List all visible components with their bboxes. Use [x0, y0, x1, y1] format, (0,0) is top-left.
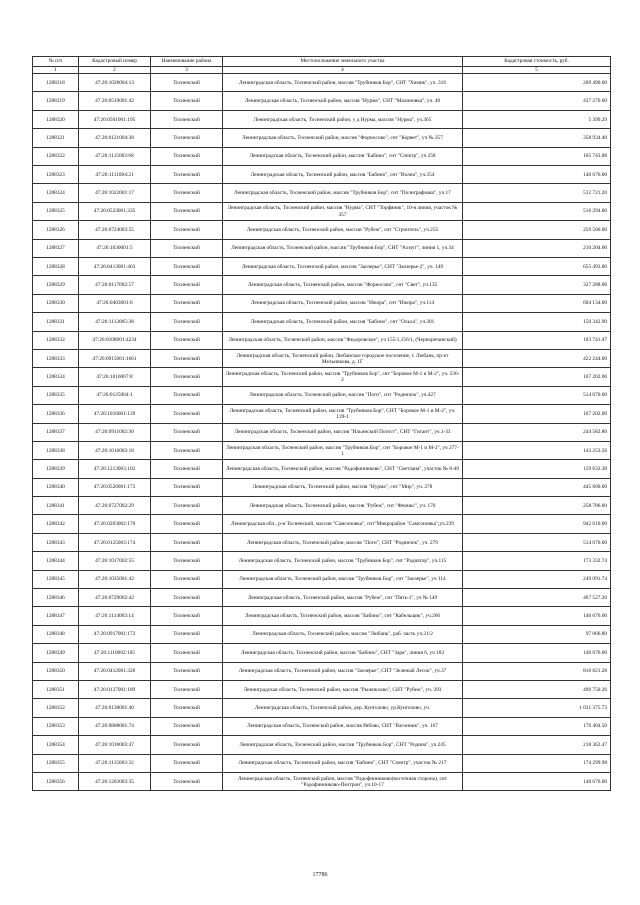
cadastral-number-cell: 47:26:1115003:32 [79, 754, 151, 772]
location-cell: Ленинградская область, Тосненский район, массив "Трубников Бор", снт "Заозерье", уч 114 [223, 570, 463, 588]
district-cell: Тосненский [151, 497, 223, 515]
table-body [33, 74, 611, 791]
district-cell: Тосненский [151, 386, 223, 404]
location-cell: Ленинградская область, Тосненский район, массив "Нурма", СНТ "Торфяник", 10-я линия, участок № 357 [223, 202, 463, 220]
cadastral-number-cell: 47:26:0519001:42 [79, 92, 151, 110]
cadastral-number-cell: 47:26:0727002:29 [79, 497, 151, 515]
cadastral-cost-cell: 816 821.28 [463, 662, 611, 680]
district-cell: Тосненский [151, 349, 223, 367]
location-cell: Ленинградская область, Тосненский район, дер. Кунголово, ур.Кунголово, уч. [223, 699, 463, 717]
cadastral-number-cell: 47:26:1030001:5 [79, 239, 151, 257]
row-number-cell: 1288334 [33, 368, 79, 386]
table-row [33, 221, 611, 239]
location-cell: Ленинградская область, Тосненский район, массив "Любань", раб. часть уч.31/2 [223, 625, 463, 643]
cadastral-cost-cell: 209 490.00 [463, 74, 611, 92]
table-row [33, 258, 611, 276]
district-cell: Тосненский [151, 184, 223, 202]
district-cell: Тосненский [151, 202, 223, 220]
table-row [33, 589, 611, 607]
district-cell: Тосненский [151, 92, 223, 110]
district-cell: Тосненский [151, 478, 223, 496]
row-number-cell: 1288355 [33, 754, 79, 772]
table-row [33, 129, 611, 147]
row-number-cell: 1288342 [33, 515, 79, 533]
district-cell: Тосненский [151, 607, 223, 625]
location-cell: Ленинградская область, Тосненский район, массив "Заозерье", СНТ "Заозерье-2", уч. 149 [223, 258, 463, 276]
district-cell: Тосненский [151, 460, 223, 478]
cadastral-cost-cell: 516 294.80 [463, 202, 611, 220]
table-row [33, 699, 611, 717]
district-cell: Тосненский [151, 276, 223, 294]
cadastral-cost-cell: 655 493.80 [463, 258, 611, 276]
location-cell: Ленинградская область, Тосненский район, массив "Бабино", СНТ "Спектр", участок № 217 [223, 754, 463, 772]
district-cell: Тосненский [151, 405, 223, 423]
row-number-cell: 1288319 [33, 92, 79, 110]
table-row [33, 662, 611, 680]
table-row [33, 166, 611, 184]
location-cell: Ленинградская область, Тосненский район, массив "Трубников Бор", снт "Радиатор", уч.115 [223, 552, 463, 570]
district-cell: Тосненский [151, 570, 223, 588]
table-row [33, 772, 611, 790]
cadastral-cost-cell: 150 342.90 [463, 313, 611, 331]
cadastral-cost-cell: 146 676.00 [463, 607, 611, 625]
header-cadastral-cost: Кадастровая стоимость, руб. [463, 57, 611, 67]
header-location: Местоположение земельного участка [223, 57, 463, 67]
location-cell: Ленинградская область, Тосненский район, массив "Трубников Бор", снт "Боровое М-1 и М-2", уч. 236-2 [223, 368, 463, 386]
cadastral-number-cell: 47:26:0523001:335 [79, 202, 151, 220]
cadastral-number-cell: 47:26:1114003:14 [79, 607, 151, 625]
table-row [33, 625, 611, 643]
cadastral-number-cell: 47:26:0724003:55 [79, 221, 151, 239]
row-number-cell: 1288318 [33, 74, 79, 92]
row-number-cell: 1288346 [33, 589, 79, 607]
cadastral-number-cell: 47:26:1016007:8 [79, 368, 151, 386]
cadastral-number-cell: 47:26:0203002:170 [79, 515, 151, 533]
row-number-cell: 1288327 [33, 239, 79, 257]
cadastral-cost-cell: 259 500.00 [463, 221, 611, 239]
district-cell: Тосненский [151, 331, 223, 349]
cadastral-cost-cell: 514 070.00 [463, 386, 611, 404]
location-cell: Ленинградская область, Тосненский район, массив "Поги", снт "Родничок", уч.427 [223, 386, 463, 404]
location-cell: Ленинградская область, Тосненский район, массив "Радофинниково", СНТ "Светлана", участок № 8-49 [223, 460, 463, 478]
row-number-cell: 1288320 [33, 110, 79, 128]
row-number-cell: 1288348 [33, 625, 79, 643]
location-cell: Ленинградская область, Тосненский район, массив "Бабино", снт "Спектр", уч 258 [223, 147, 463, 165]
table-row [33, 276, 611, 294]
table-row [33, 423, 611, 441]
table-row [33, 92, 611, 110]
table-header-row [33, 57, 611, 67]
cadastral-number-cell: 47:26:0413001:463 [79, 258, 151, 276]
district-cell: Тосненский [151, 239, 223, 257]
cadastral-cost-cell: 173 332.74 [463, 552, 611, 570]
location-cell: Ленинградская область, Тосненский район, массив "Трубников Бор", СНТ "Ахмут", линия 1, уч.34 [223, 239, 463, 257]
location-cell: Ленинградская область, Тосненский район, массив "Рубеж", снт "Феникс", уч. 170 [223, 497, 463, 515]
location-cell: Ленинградская область, Тосненский район, Любанское городское поселение, г. Любань, пр-кт Мельникова, д. 1Г [223, 349, 463, 367]
header-number: № п/п [33, 57, 79, 67]
cadastral-number-cell: 47:26:0917001:173 [79, 625, 151, 643]
table-row [33, 74, 611, 92]
cadastral-number-cell: 47:26:0138001:40 [79, 699, 151, 717]
row-number-cell: 1288345 [33, 570, 79, 588]
cadastral-cost-cell: 249 091.74 [463, 570, 611, 588]
location-cell: Ленинградская область, Тосненский район, массив "Бабино", снт "Волна", уч.354 [223, 166, 463, 184]
cadastral-cost-cell: 5 399.29 [463, 110, 611, 128]
district-cell: Тосненский [151, 110, 223, 128]
column-number: 1 [33, 67, 79, 74]
cadastral-number-cell: 47:26:0911002:30 [79, 423, 151, 441]
table-row [33, 294, 611, 312]
district-cell: Тосненский [151, 644, 223, 662]
cadastral-cost-cell: 244 582.80 [463, 423, 611, 441]
location-cell: Ленинградская область, Тосненский район, массив "Форносово", снт "Свет", уч.135 [223, 276, 463, 294]
cadastral-number-cell: 47:26:1022001:17 [79, 184, 151, 202]
location-cell: Ленинградская область, Тосненский район, массив "Федоровское", уч 155/1,156/1, (Черноречинский) [223, 331, 463, 349]
cadastral-number-cell: 47:26:1111004:21 [79, 166, 151, 184]
row-number-cell: 1288329 [33, 276, 79, 294]
location-cell: Ленинградская область, Тосненский район, массив "Ильинский Погост", СНТ "Гигант", уч.1-33 [223, 423, 463, 441]
row-number-cell: 1288332 [33, 331, 79, 349]
cadastral-cost-cell: 174 299.98 [463, 754, 611, 772]
row-number-cell: 1288344 [33, 552, 79, 570]
cadastral-number-cell: 47:26:1113005:38 [79, 313, 151, 331]
table-row [33, 239, 611, 257]
cadastral-number-cell: 47:26:0121004:38 [79, 129, 151, 147]
district-cell: Тосненский [151, 717, 223, 735]
row-number-cell: 1288330 [33, 294, 79, 312]
cadastral-cost-cell: 422 244.00 [463, 349, 611, 367]
cadastral-number-cell: 47:26:1018003:47 [79, 736, 151, 754]
table-row [33, 497, 611, 515]
cadastral-number-cell: 47:26:1203003:35 [79, 772, 151, 790]
cadastral-number-cell: 47:26:0412001:326 [79, 662, 151, 680]
row-number-cell: 1288324 [33, 184, 79, 202]
table-row [33, 533, 611, 551]
row-number-cell: 1288350 [33, 662, 79, 680]
location-cell: Ленинградская обл., р-н Тосненский, массив "Самсоновка", снт"Микрорайон "Самсоновка",уч.239 [223, 515, 463, 533]
location-cell: Ленинградская область, Тосненский район, массив "Рубеж", снт "Строитель", уч.255 [223, 221, 463, 239]
table-row [33, 570, 611, 588]
table-row [33, 552, 611, 570]
table-row [33, 441, 611, 459]
row-number-cell: 1288331 [33, 313, 79, 331]
cadastral-number-cell: 47:26:0125004:1 [79, 386, 151, 404]
row-number-cell: 1288353 [33, 717, 79, 735]
row-number-cell: 1288323 [33, 166, 79, 184]
cadastral-number-cell: 47:26:0808001:74 [79, 717, 151, 735]
row-number-cell: 1288326 [33, 221, 79, 239]
district-cell: Тосненский [151, 736, 223, 754]
cadastral-cost-cell: 97 066.80 [463, 625, 611, 643]
district-cell: Тосненский [151, 662, 223, 680]
location-cell: Ленинградская область, Тосненский район, массив "Трубников Бор", СНТ "Химик", уч. 316 [223, 74, 463, 92]
cadastral-value-table [32, 56, 611, 791]
table-row [33, 184, 611, 202]
table-row [33, 717, 611, 735]
cadastral-cost-cell: 176 404.50 [463, 717, 611, 735]
row-number-cell: 1288325 [33, 202, 79, 220]
row-number-cell: 1288340 [33, 478, 79, 496]
table-row [33, 349, 611, 367]
cadastral-cost-cell: 210 204.00 [463, 239, 611, 257]
table-row [33, 478, 611, 496]
column-number: 4 [223, 67, 463, 74]
cadastral-cost-cell: 167 202.00 [463, 405, 611, 423]
location-cell: Ленинградская область, Тосненский район, массив "Трубников Бор", снт "Полиграфмаш", уч.17 [223, 184, 463, 202]
location-cell: Ленинградская область, Тосненский район, массив "Бабино", снт "Ольха", уч.301 [223, 313, 463, 331]
district-cell: Тосненский [151, 74, 223, 92]
cadastral-cost-cell: 146 676.00 [463, 772, 611, 790]
district-cell: Тосненский [151, 423, 223, 441]
table-row [33, 202, 611, 220]
cadastral-number-cell: 47:26:1115003:68 [79, 147, 151, 165]
cadastral-cost-cell: 514 070.00 [463, 533, 611, 551]
column-number: 2 [79, 67, 151, 74]
cadastral-cost-cell: 146 676.00 [463, 644, 611, 662]
row-number-cell: 1288349 [33, 644, 79, 662]
district-cell: Тосненский [151, 221, 223, 239]
table-row [33, 460, 611, 478]
cadastral-cost-cell: 159 632.38 [463, 460, 611, 478]
row-number-cell: 1288354 [33, 736, 79, 754]
table-row [33, 313, 611, 331]
cadastral-number-cell: 47:26:0125003:174 [79, 533, 151, 551]
cadastral-number-cell: 47:26:1028004:13 [79, 74, 151, 92]
cadastral-number-cell: 47:26:0520001:173 [79, 478, 151, 496]
district-cell: Тосненский [151, 699, 223, 717]
district-cell: Тосненский [151, 129, 223, 147]
location-cell: Ленинградская область, Тосненский район, массив "Трубников Бор", СНТ "Боровое М-1 и М-2", уч. 139-1 [223, 405, 463, 423]
cadastral-cost-cell: 165 743.88 [463, 147, 611, 165]
table-row [33, 386, 611, 404]
location-cell: Ленинградская область, Тосненский район, массив Рябово, СНТ "Вагонник", уч. 167 [223, 717, 463, 735]
cadastral-cost-cell: 445 600.00 [463, 478, 611, 496]
column-number: 3 [151, 67, 223, 74]
row-number-cell: 1288347 [33, 607, 79, 625]
district-cell: Тосненский [151, 589, 223, 607]
district-cell: Тосненский [151, 772, 223, 790]
row-number-cell: 1288343 [33, 533, 79, 551]
district-cell: Тосненский [151, 147, 223, 165]
cadastral-cost-cell: 327 288.06 [463, 276, 611, 294]
table-row [33, 607, 611, 625]
location-cell: Ленинградская область, Тосненский район, массив "Радофинниково(восточная сторона), снт "Радофинниково-Пелтрон", уч.10-17 [223, 772, 463, 790]
location-cell: Ленинградская область, Тосненский район, массив "Бабино", СНТ "Заря", линия 6, уч 183 [223, 644, 463, 662]
row-number-cell: 1288338 [33, 441, 79, 459]
cadastral-cost-cell: 103 741.47 [463, 331, 611, 349]
district-cell: Тосненский [151, 533, 223, 551]
column-number: 5 [463, 67, 611, 74]
location-cell: Ленинградская область, Тосненский район, массив "Ижора", снт "Ижора", уч.114 [223, 294, 463, 312]
table-row [33, 644, 611, 662]
district-cell: Тосненский [151, 258, 223, 276]
cadastral-cost-cell: 143 253.56 [463, 441, 611, 459]
cadastral-number-cell: 47:26:0117002:57 [79, 276, 151, 294]
location-cell: Ленинградская область, Тосненский район, массив "Заозерье", СНТ "Зеленый Лесок", уч.37 [223, 662, 463, 680]
header-district: Наименование района [151, 57, 223, 67]
district-cell: Тосненский [151, 552, 223, 570]
cadastral-number-cell: 47:26:1213003:102 [79, 460, 151, 478]
district-cell: Тосненский [151, 625, 223, 643]
row-number-cell: 1288333 [33, 349, 79, 367]
row-number-cell: 1288337 [33, 423, 79, 441]
cadastral-cost-cell: 358 934.40 [463, 129, 611, 147]
cadastral-value-table-container [32, 56, 610, 791]
table-row [33, 680, 611, 698]
location-cell: Ленинградская область, Тосненский район, массив "Нурма", снт "Мир", уч. 278 [223, 478, 463, 496]
cadastral-number-cell: 47:26:0729002:42 [79, 589, 151, 607]
cadastral-cost-cell: 604 134.00 [463, 294, 611, 312]
district-cell: Тосненский [151, 680, 223, 698]
row-number-cell: 1288356 [33, 772, 79, 790]
row-number-cell: 1288321 [33, 129, 79, 147]
cadastral-number-cell: 47:26:0915001:1661 [79, 349, 151, 367]
row-number-cell: 1288341 [33, 497, 79, 515]
header-cadastral-number: Кадастровый номер [79, 57, 151, 67]
row-number-cell: 1288352 [33, 699, 79, 717]
cadastral-number-cell: 47:26:0501001:195 [79, 110, 151, 128]
cadastral-cost-cell: 512 721.20 [463, 184, 611, 202]
cadastral-cost-cell: 167 202.00 [463, 368, 611, 386]
row-number-cell: 1288328 [33, 258, 79, 276]
column-number-row [33, 67, 611, 74]
location-cell: Ленинградская область, Тосненский район, у д Нурма, массив "Нурма", уч.365 [223, 110, 463, 128]
cadastral-number-cell: 47:26:1035001:42 [79, 570, 151, 588]
cadastral-number-cell: 47:26:1016003:18 [79, 441, 151, 459]
row-number-cell: 1288351 [33, 680, 79, 698]
cadastral-cost-cell: 437 270.00 [463, 92, 611, 110]
table-row [33, 405, 611, 423]
location-cell: Ленинградская область, Тосненский район, массив "Форносово", снт "Корвет", уч № 357 [223, 129, 463, 147]
cadastral-cost-cell: 146 676.00 [463, 166, 611, 184]
district-cell: Тосненский [151, 754, 223, 772]
location-cell: Ленинградская область, Тосненский район, массив "Трубников Бор", снт "Боровое М-1 и М-2", уч 277-1 [223, 441, 463, 459]
location-cell: Ленинградская область, Тосненский район, массив "Рыжикхово", СНТ "Рубеж", уч. 393 [223, 680, 463, 698]
cadastral-cost-cell: 218 362.47 [463, 736, 611, 754]
district-cell: Тосненский [151, 515, 223, 533]
cadastral-cost-cell: 467 527.20 [463, 589, 611, 607]
district-cell: Тосненский [151, 166, 223, 184]
location-cell: Ленинградская область, Тосненский район, массив "Трубников Бор", СНТ "Родина", уч.245 [223, 736, 463, 754]
cadastral-number-cell: 47:26:1110002:105 [79, 644, 151, 662]
table-row [33, 736, 611, 754]
cadastral-number-cell: 47:26:1016001:139 [79, 405, 151, 423]
cadastral-cost-cell: 490 750.26 [463, 680, 611, 698]
cadastral-number-cell: 47:26:1017002:55 [79, 552, 151, 570]
row-number-cell: 1288322 [33, 147, 79, 165]
row-number-cell: 1288335 [33, 386, 79, 404]
location-cell: Ленинградская область, Тосненский район, массив "Нурма", СНТ "Малиновка", уч. 40 [223, 92, 463, 110]
district-cell: Тосненский [151, 368, 223, 386]
district-cell: Тосненский [151, 441, 223, 459]
district-cell: Тосненский [151, 313, 223, 331]
table-row [33, 331, 611, 349]
table-row [33, 147, 611, 165]
cadastral-number-cell: 47:26:0403001:6 [79, 294, 151, 312]
table-row [33, 754, 611, 772]
table-row [33, 368, 611, 386]
table-row [33, 515, 611, 533]
cadastral-cost-cell: 942 610.00 [463, 515, 611, 533]
row-number-cell: 1288336 [33, 405, 79, 423]
district-cell: Тосненский [151, 294, 223, 312]
location-cell: Ленинградская область, Тосненский район, массив "Рубеж", снт "Пять-1", уч № 149 [223, 589, 463, 607]
cadastral-number-cell: 47:26:0108001:4234 [79, 331, 151, 349]
cadastral-number-cell: 47:26:0127001:189 [79, 680, 151, 698]
page-number: 17786 [312, 872, 328, 878]
cadastral-cost-cell: 1 031 375.73 [463, 699, 611, 717]
location-cell: Ленинградская область, Тосненский район, массив "Поги", СНТ "Родничок", уч. 279 [223, 533, 463, 551]
location-cell: Ленинградская область, Тосненский район, массив "Бабино", снт "Кабельщик", уч.266 [223, 607, 463, 625]
table-row [33, 110, 611, 128]
row-number-cell: 1288339 [33, 460, 79, 478]
cadastral-cost-cell: 258 786.00 [463, 497, 611, 515]
